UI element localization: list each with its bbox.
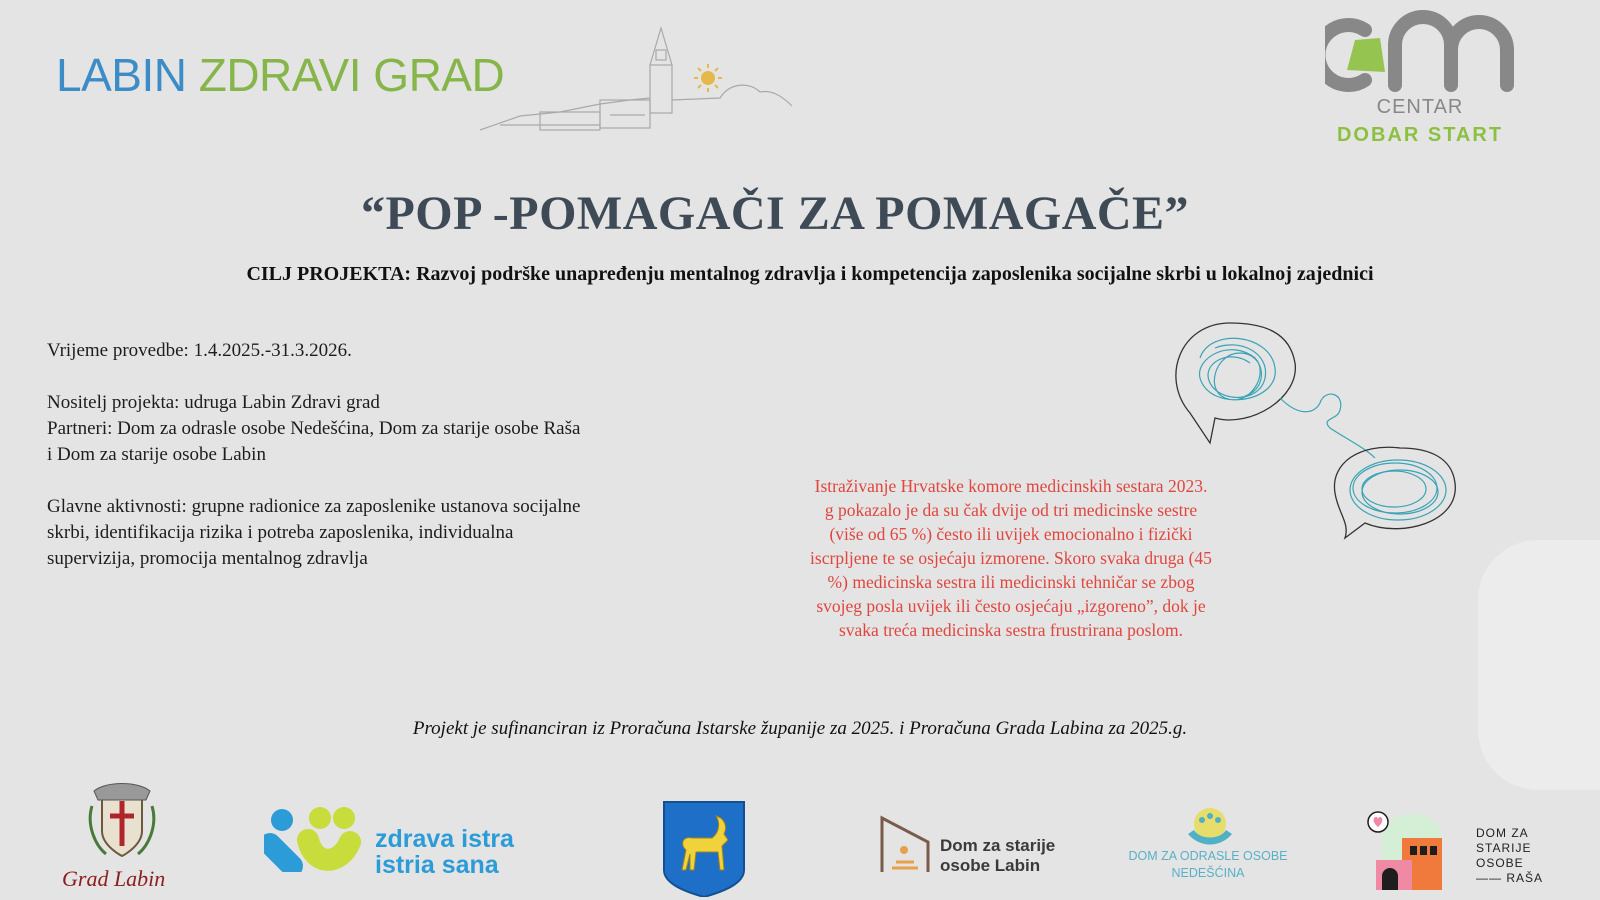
research-line4: iscrpljene te se osjećaju izmorene. Skoro svaka druga (45 [810, 548, 1212, 568]
dom-rasa-label [1476, 826, 1543, 886]
research-line1: Istraživanje Hrvatske komore medicinskih sestara 2023. [814, 476, 1208, 496]
dom-labin-house-icon [878, 812, 934, 876]
dom-nedescina-label [1128, 848, 1288, 882]
project-period: Vrijeme provedbe: 1.4.2025.-31.3.2026. [47, 340, 352, 361]
logo-word-labin: LABIN [56, 49, 187, 101]
dom-rasa-line4: —— RAŠA [1476, 871, 1544, 885]
project-activities [47, 494, 687, 572]
zdrava-istra-line2: istria sana [375, 851, 499, 879]
project-goal: CILJ PROJEKTA: Razvoj podrške unapređenju mentalnog zdravlja i kompetencija zaposlenika socijalne skrbi u lokalnoj zajednici [246, 263, 1374, 285]
labin-zdravi-grad-logo [56, 48, 504, 102]
activities-line2: skrbi, identifikacija rizika i potreba zaposlenika, individualna [47, 522, 514, 543]
activities-line1: Glavne aktivnosti: grupne radionice za zaposlenike ustanova socijalne [47, 496, 581, 517]
zdrava-istra-label [375, 826, 514, 878]
dom-rasa-word: RAŠA [1506, 871, 1544, 885]
dom-rasa-line2: STARIJE [1476, 841, 1532, 855]
speech-bubbles-scribble-icon [1170, 318, 1480, 558]
istria-county-coat-of-arms-icon [662, 800, 746, 897]
dom-labin-label [940, 836, 1055, 876]
dom-nedescina-line2: NEDEŠĆINA [1171, 866, 1245, 880]
project-partners-line1: Partneri: Dom za odrasle osobe Nedešćina, Dom za starije osobe Raša [47, 418, 581, 439]
project-holder: Nositelj projekta: udruga Labin Zdravi grad [47, 392, 380, 413]
research-line7: svaka treća medicinska sestra frustrirana poslom. [838, 620, 1184, 640]
dom-rasa-line3: OSOBE [1476, 856, 1524, 870]
town-skyline-icon [480, 20, 800, 135]
activities-line3: supervizija, promocija mentalnog zdravlja [47, 548, 368, 569]
dom-nedescina-line1: DOM ZA ODRASLE OSOBE [1128, 849, 1288, 863]
research-line3: (više od 65 %) često ili uvijek emocionalno i fizički [829, 524, 1193, 544]
project-holder-and-partners [47, 390, 687, 468]
grad-labin-coat-of-arms-icon [86, 776, 158, 866]
dom-nedescina-logo-icon [1180, 804, 1240, 848]
cds-dobar-start-text: DOBAR START [1336, 124, 1504, 146]
zdrava-istra-logo-icon [264, 806, 364, 872]
cds-centar-text: CENTAR [1376, 96, 1464, 118]
background-decoration [1478, 540, 1600, 790]
research-line6: svojeg posla uvijek ili često osjećaju „izgoreno”, dok je [816, 596, 1206, 616]
page-title: “POP -POMAGAČI ZA POMAGAČE” [360, 187, 1190, 240]
logo-words-zdravi-grad: ZDRAVI GRAD [198, 49, 505, 101]
project-details [47, 338, 687, 598]
dom-labin-line2: osobe Labin [940, 856, 1041, 875]
zdrava-istra-line1: zdrava istra [375, 825, 514, 853]
grad-labin-label: Grad Labin [62, 866, 166, 891]
dom-rasa-line1: DOM ZA [1476, 826, 1529, 840]
funding-note: Projekt je sufinanciran iz Proračuna Istarske županije za 2025. i Proračuna Grada Labina za 2025.g. [412, 718, 1188, 739]
project-partners-line2: i Dom za starije osobe Labin [47, 444, 266, 465]
research-line5: %) medicinska sestra ili medicinski tehničar se zbog [827, 572, 1195, 592]
dom-labin-line1: Dom za starije [940, 836, 1056, 855]
research-line2: g pokazalo je da su čak dvije od tri medicinske sestre [824, 500, 1198, 520]
dom-rasa-house-icon [1362, 800, 1452, 890]
